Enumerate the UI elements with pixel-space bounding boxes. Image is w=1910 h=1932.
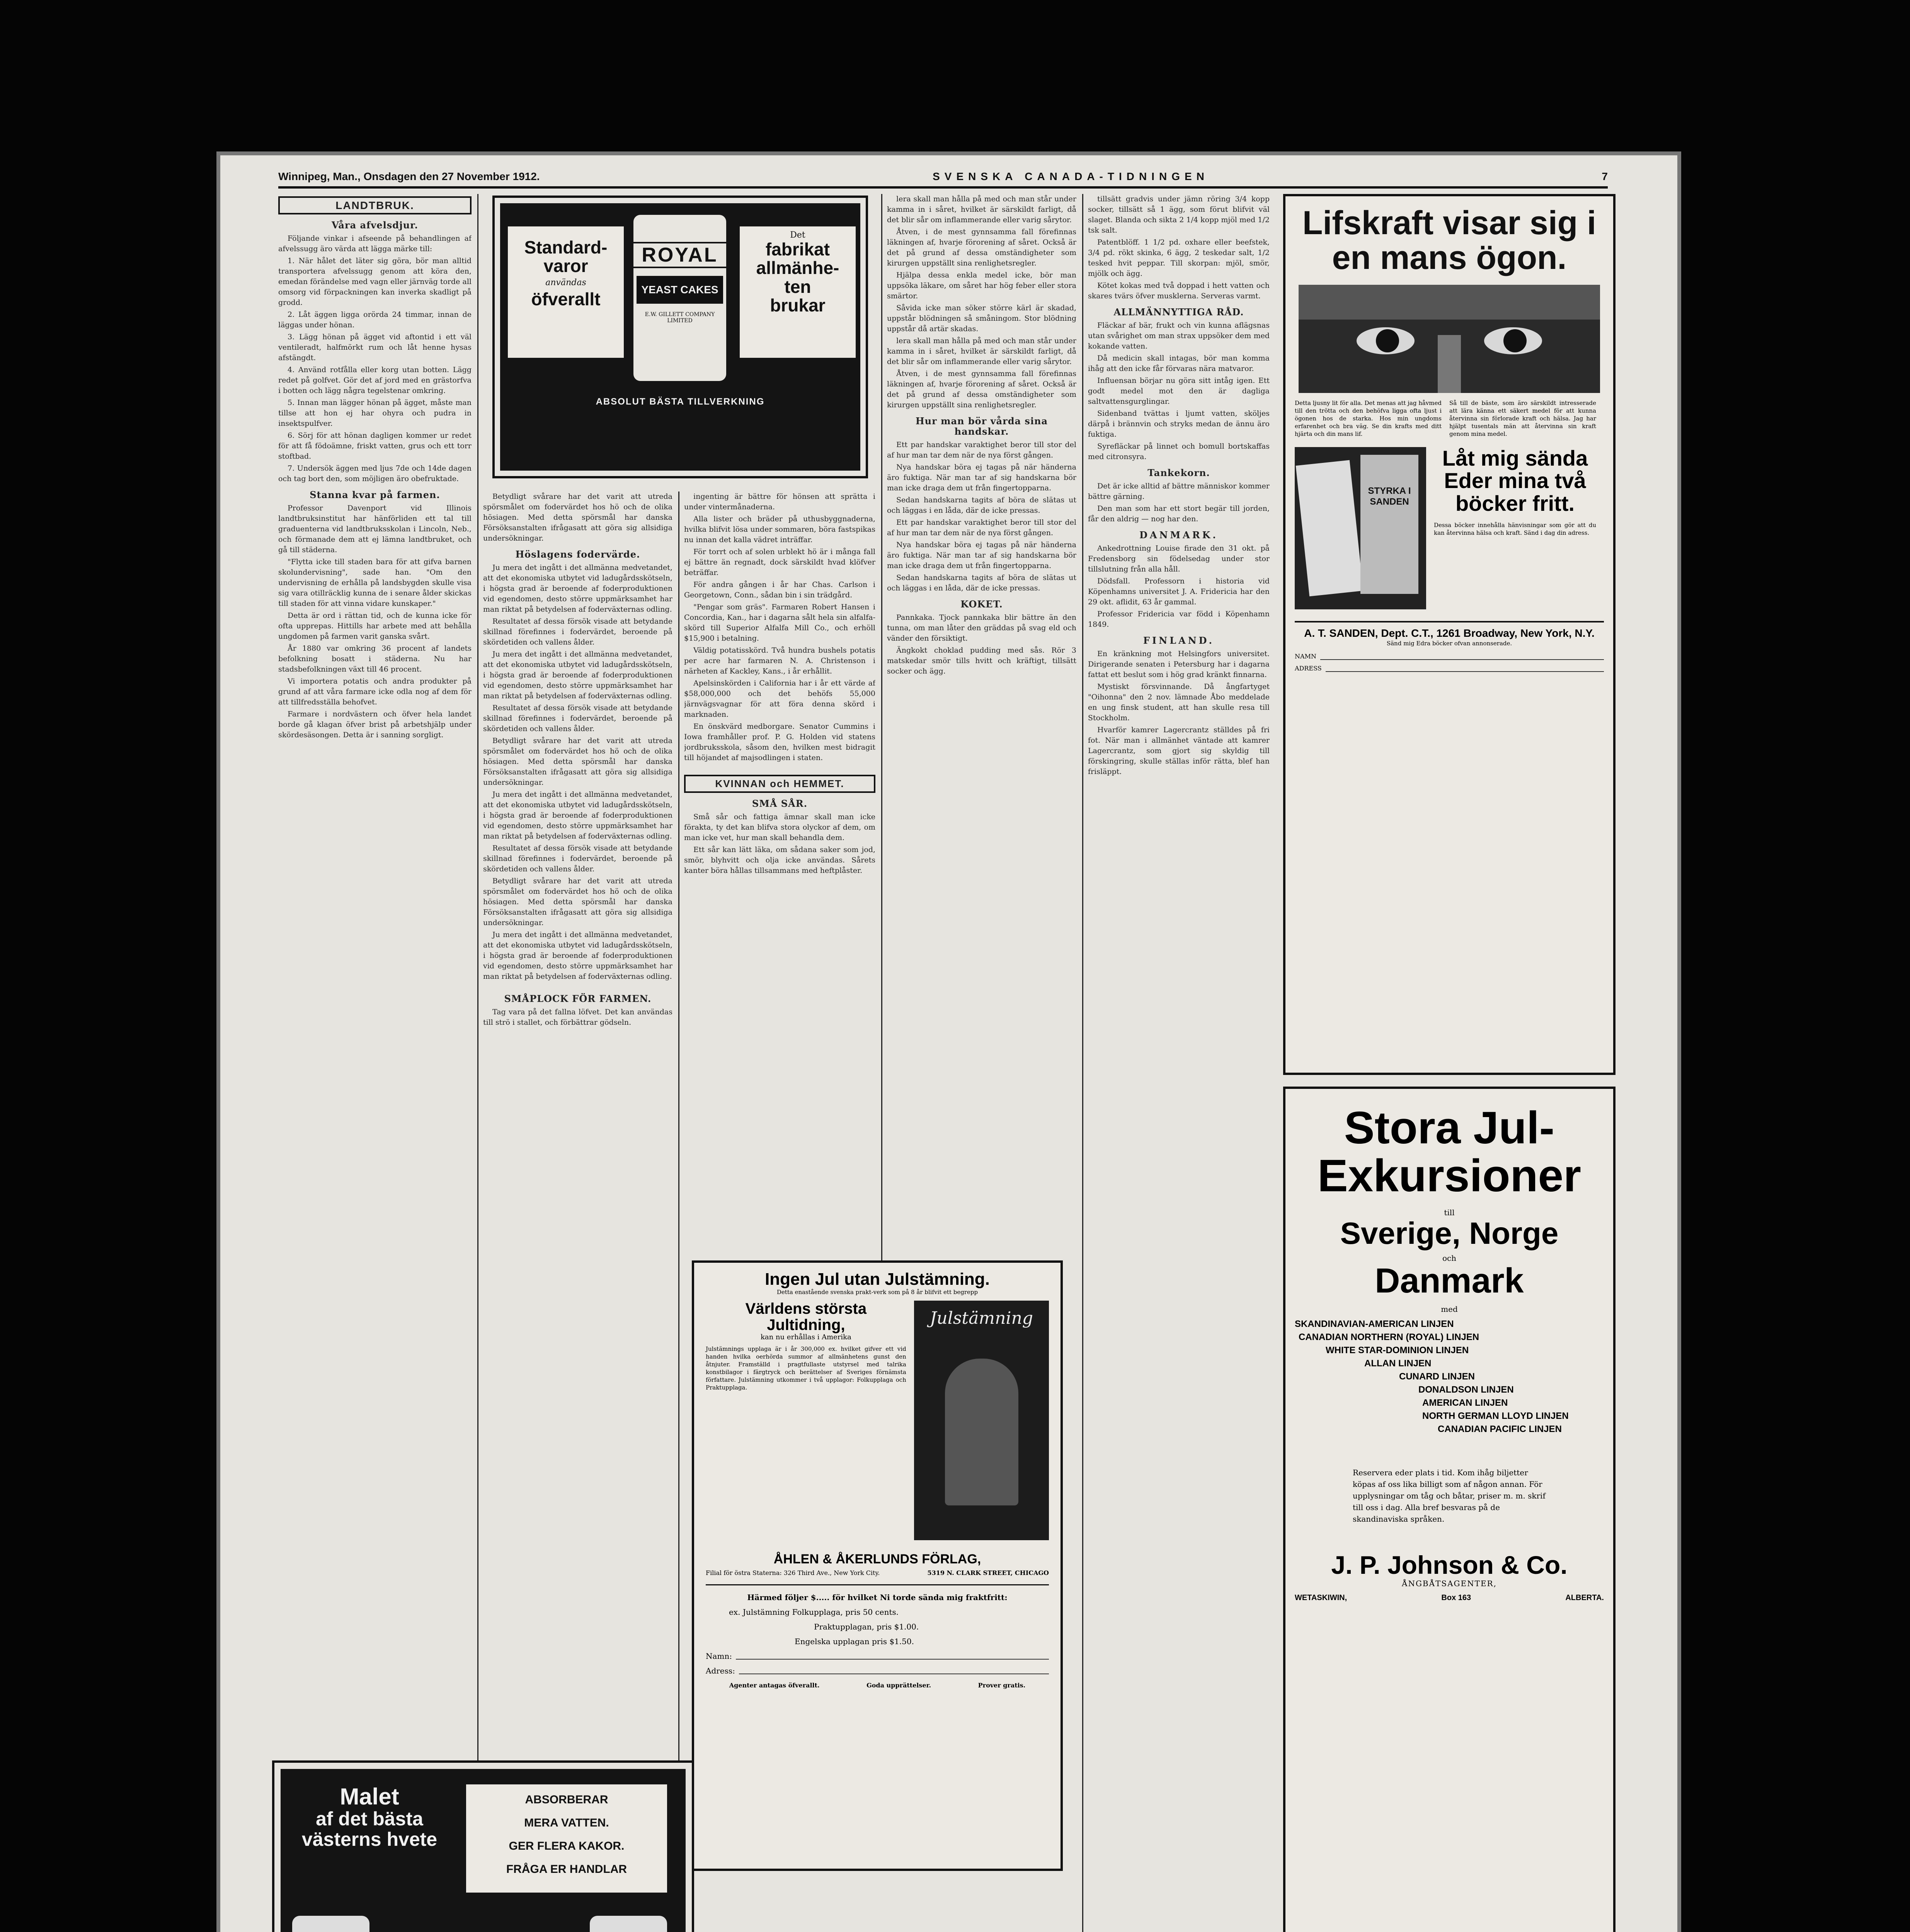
order-name-field[interactable] (736, 1649, 1049, 1660)
ad-slogan: ABSOLUT BÄSTA TILLVERKNING (596, 396, 765, 407)
article-heading: SMÅ SÅR. (752, 798, 808, 809)
page-header (278, 167, 1608, 189)
article-column-3 (684, 492, 875, 1249)
offer-copy: Dessa böcker innehålla hänvisningar som gör att du kan återvinna hälsa och kraft. Sänd i dag din adress. (1434, 521, 1596, 536)
paragraph: Resultatet af dessa försök visade att betydande skillnad förefinnes i fodervärdet, beroende på skördetiden och vallens ålder. (483, 704, 672, 733)
shipping-line: ALLAN LINJEN (1364, 1358, 1432, 1369)
paragraph: 1. När hålet det läter sig göra, bör man alltid transportera afvelssugg genom att köra den, emedan förändelse med vagn eller järnväg torde all omsorg vid förpackningen kan inverka skadligt på grodd. (278, 257, 472, 307)
paragraph: Ett par handskar varaktighet beror till stor del af hur man tar dem när de nya först gången. (887, 440, 1076, 459)
paragraph: Patentblöff. 1 1/2 pd. oxhare eller beefstek, 3/4 pd. rökt skinka, 6 ägg, 2 teskedar salt, 1/2 tesked hvit peppar. Till skorpan: mjöl, smör, mjölk och ägg. (1088, 238, 1270, 278)
reservation-note: Reservera eder plats i tid. Kom ihåg biljetter köpas af oss lika billigt som af någon annan. För upplysningar om tåg och båtar, priser m. m. skrif till oss i dag. Alla bref besvaras på de skandinaviska språken. (1353, 1468, 1546, 1524)
ad-headline: Lifskraft visar sig i en mans ögon. (1302, 204, 1596, 277)
paragraph: tillsätt gradvis under jämn röring 3/4 kopp socker, tillsätt så 1 ägg, som förut blifvit väl slaget. Blanda och sikta 2 1/4 kopp mjöl med 1/2 tsk salt. (1088, 195, 1270, 235)
tin-maker: E.W. GILLETT COMPANY LIMITED (645, 311, 715, 324)
paragraph: Apelsinskörden i California har i år ett värde af $58,000,000 och det behöfs 55,000 järnvägsvagnar för att föra denna skörd i marknaden. (684, 679, 875, 719)
paragraph: Ängkokt choklad pudding med sås. Rör 3 matskedar smör tills hvitt och kräftigt, tillsätt socker och ägg. (887, 646, 1076, 675)
agent-company: J. P. Johnson & Co. (1331, 1551, 1568, 1580)
ad-text: Malet (340, 1784, 399, 1810)
flour-bag-left (292, 1916, 369, 1932)
paragraph: Hjälpa dessa enkla medel icke, bör man uppsöka läkare, om såret har hög feber eller stora smärtor. (887, 271, 1076, 300)
paragraph: Resultatet af dessa försök visade att betydande skillnad förefinnes i fodervärdet, beroende på skördetiden och vallens ålder. (483, 844, 672, 873)
paragraph: lera skall man hålla på med och man står under kamma in i såret, hvilket är särskildt farligt, då det blir sår om inflammerande eller varig sårytor. (887, 195, 1076, 224)
paragraph: Professor Fridericia var född i Köpenhamn 1849. (1088, 610, 1270, 629)
book-cover (1296, 460, 1364, 596)
ad-claims-box (466, 1784, 667, 1893)
article-heading: FINLAND. (1143, 635, 1214, 646)
iris-right (1503, 329, 1527, 352)
iris-left (1376, 329, 1399, 352)
nose-shade (1438, 335, 1461, 393)
ad-left-panel (508, 226, 624, 358)
ad-text: Det (790, 230, 805, 240)
paragraph: År 1880 var omkring 36 procent af landets befolkning bosatt i städerna. Nu har stadsbefolkningen växt till 46 procent. (278, 644, 472, 673)
paragraph: Hvarför kamrer Lagercrantz ställdes på fri fot. När man i allmänhet väntade att kamrer Lagercrantz, som gjort sig skyldig till förskingring, skulle ställas inför rätta, blef han frisläppt. (1088, 726, 1270, 776)
order-address-row (706, 1663, 1049, 1678)
destination: Sverige, Norge (1340, 1216, 1559, 1250)
coupon-address-field[interactable] (1326, 671, 1604, 672)
tin-label: YEAST CAKES (637, 276, 723, 304)
ad-title-sub: kan nu erhållas i Amerika (760, 1333, 851, 1342)
order-option[interactable]: Praktupplagan, pris $1.00. (814, 1622, 919, 1632)
paragraph: Såvida icke man söker större kärl är skadad, uppstår blödningen så småningom. Stor blödning uppstår då artär skadas. (887, 304, 1076, 333)
paragraph: 2. Låt äggen ligga orörda 24 timmar, innan de läggas under hönan. (278, 310, 472, 329)
advertiser-address: A. T. SANDEN, Dept. C.T., 1261 Broadway, New York, N.Y. (1304, 627, 1595, 639)
connector-word: och (1442, 1253, 1457, 1263)
agent-title: ÅNGBÅTSAGENTER, (1402, 1578, 1497, 1588)
ad-claim: FRÅGA ER HANDLAR (506, 1863, 627, 1876)
paragraph: ingenting är bättre för hönsen att sprätta i under vintermånaderna. (684, 492, 875, 511)
ad-text: västerns hvete (301, 1828, 437, 1850)
books-image (1295, 447, 1426, 609)
article-heading: Höslagens fodervärde. (515, 549, 640, 560)
article-heading: DANMARK. (1139, 529, 1218, 541)
paragraph: För torrt och af solen urblekt hö är i många fall ej bättre än regnadt, dock särskildt hvad klöfver beträffar. (684, 548, 875, 577)
flour-bag-right (590, 1916, 667, 1932)
shipping-line: CANADIAN PACIFIC LINJEN (1438, 1424, 1562, 1435)
connector-word: till (1444, 1208, 1455, 1217)
paragraph: Mystiskt försvinnande. Då ångfartyget "Oihonna" den 2 nov. lämnade Åbo meddelade en ung finsk student, att han skulle resa till Stockholm. (1088, 682, 1270, 722)
agent-province: ALBERTA. (1565, 1593, 1604, 1602)
ad-text: öfverallt (531, 289, 601, 309)
agent-address (1295, 1594, 1604, 1602)
paragraph: 5. Innan man lägger hönan på ägget, måste man tillse att hon ej har ohyra och pudra in insektspulfver. (278, 398, 472, 428)
ad-headline: Exkursioner (1317, 1150, 1581, 1201)
paragraph: 7. Undersök äggen med ljus 7de och 14de dagen och tag bort den, som möjligen äro obefruktade. (278, 464, 472, 483)
cover-figure (945, 1359, 1018, 1505)
paragraph: Fläckar af bär, frukt och vin kunna aflägsnas utan svårighet om man strax uppsöker dem med kokande vatten. (1088, 321, 1270, 350)
publisher-branch: Filial för östra Staterna: 326 Third Ave., New York City. (706, 1569, 880, 1577)
paragraph: Sedan handskarna tagits af böra de slätas ut och läggas i en låda, där de icke pressas. (887, 573, 1076, 592)
magazine-title: Julstämning (929, 1308, 1033, 1328)
article-heading: Stanna kvar på farmen. (310, 489, 440, 500)
order-option[interactable]: Engelska upplagan pris $1.50. (795, 1637, 914, 1646)
landtbruk-column (278, 194, 472, 1883)
paragraph: Betydligt svårare har det varit att utreda spörsmålet om fodervärdet hos hö och de olika hösiagen. Med detta spörsmål har danska Försöksanstalten ifrågasatt att göra sig allsidiga undersökningar. (483, 492, 672, 543)
coupon-address-row (1295, 665, 1604, 672)
ad-copy: Julstämnings upplaga är i år 300,000 ex. hvilket gifver ett vid handen hvilka oerhörda summor af allmänhetens gunst den åtnjuter. Framställd i pragtfullaste utstyrsel med talrika konstbilagor i färgtryck och berättelser af Sveriges förnämsta författare. Julstämning utkommer i två upplagor: Folkupplaga och Praktupplaga. (706, 1345, 906, 1391)
ad-text: varor (543, 256, 588, 276)
order-name-label: Namn: (706, 1651, 732, 1661)
ad-text: allmänhe- (756, 258, 839, 278)
paragraph: Syrefläckar på linnet och bomull bortskaffas med citronsyra. (1088, 442, 1270, 461)
paragraph: Resultatet af dessa försök visade att betydande skillnad förefinnes i fodervärdet, beroende på skördetiden och vallens ålder. (483, 617, 672, 646)
footer-note: Prover gratis. (978, 1682, 1026, 1689)
shipping-line: NORTH GERMAN LLOYD LINJEN (1422, 1411, 1569, 1422)
paragraph: Ju mera det ingått i det allmänna medvetandet, att det ekonomiska utbytet vid ladugårdsskötseln, i högsta grad är beroende af foderproduktionen vid egendomen, desto större uppmärksamhet har man riktat på betydelsen af foderväxternas odling. (483, 563, 672, 614)
ad-headline: Ingen Jul utan Julstämning. (765, 1270, 990, 1289)
eyes-image (1299, 285, 1600, 393)
ad-copy: Så till de bäste, som äro särskildt intresserade att lära känna ett säkert medel för att kunna återvinna sin förlorade kraft och hälsa. Jag har hjälpt tusentals män att återvinna sin kraft genom mina medel. (1449, 399, 1596, 437)
header-page-number: 7 (1602, 170, 1608, 182)
ad-text: användas (545, 277, 586, 287)
coupon-name-field[interactable] (1320, 659, 1604, 660)
paragraph: Alla lister och bräder på uthusbyggnaderna, hvilka blifvit lösa under sommaren, böra fastspikas nu innan det kalla vädret inträffar. (684, 515, 875, 544)
paragraph: 6. Sörj för att hönan dagligen kommer ur redet för att få födoämne, friskt vatten, grus och ett torr stoftbad. (278, 431, 472, 461)
royal-yeast-ad (495, 198, 866, 476)
paragraph: Tag vara på det fallna löfvet. Det kan användas till strö i stallet, och förbättrar gödseln. (483, 1008, 672, 1027)
newspaper-page (216, 151, 1681, 1932)
paragraph: 3. Lägg hönan på ägget vid aftontid i ett väl ventileradt, halfmörkt rum och låt henne hysas afstängdt. (278, 333, 472, 362)
column-rule (678, 492, 679, 1844)
ad-copy: Detta ljusny lit för alla. Det menas att jag håvmed till den trötta och den behöfva ligga ofta ljust i ögonen hos de starka. Hos min ungdoms erfarenhet och bra väg. Se din krafts med ditt hjärta och din mans lif. (1295, 399, 1442, 437)
paragraph: Kötet kokas med två doppad i hett vatten och skares tvärs öfver musklerna. Serveras varmt. (1088, 281, 1270, 300)
coupon-instruction: Sänd mig Edra böcker ofvan annonserade. (1386, 639, 1512, 647)
magazine-cover-image (914, 1301, 1049, 1540)
stora-jul-exkursioner-ad (1283, 1087, 1615, 1932)
paragraph: Små sår och fattiga ämnar skall man icke förakta, ty det kan blifva stora olyckor af dem, om man icke vet, hur man skall behandla dem. (684, 813, 875, 842)
paragraph: Ett sår kan lätt läka, om sådana saker som jod, smör, blyhvitt och olja icke användas. Sårets kanter böra hållas tillsammans med heftplåster. (684, 845, 875, 875)
publisher: ÅHLEN & ÅKERLUNDS FÖRLAG, (773, 1552, 981, 1567)
footer-note: Agenter antagas öfverallt. (729, 1682, 820, 1689)
paragraph: Väldig potatisskörd. Två hundra bushels potatis per acre har farmaren N. A. Christenson i närheten af Kackley, Kans., i år erhållit. (684, 646, 875, 675)
ad-text: brukar (770, 295, 826, 315)
tin-brand: ROYAL (633, 242, 726, 268)
order-form (706, 1584, 1049, 1693)
footer-note: Goda upprättelser. (866, 1682, 931, 1689)
brow-shade (1299, 285, 1600, 320)
paragraph: 4. Använd rotfålla eller korg utan botten. Lägg redet på golfvet. Gör det af jord med en grästorfva i botten och lägg några tegelstenar omkring. (278, 366, 472, 395)
agent-box: Box 163 (1441, 1593, 1471, 1602)
paragraph: Betydligt svårare har det varit att utreda spörsmålet om fodervärdet hos hö och de olika hösiagen. Med detta spörsmål har danska Försöksanstalten ifrågasatt att göra sig allsidiga undersökningar. (483, 877, 672, 927)
shipping-line: DONALDSON LINJEN (1418, 1384, 1514, 1395)
paragraph: Dödsfall. Professorn i historia vid Köpenhamns universitet J. A. Fridericia har den 29 okt. aflidit, 63 år gammal. (1088, 577, 1270, 606)
column-rule (477, 194, 478, 1879)
section-title: LANDTBRUK. (278, 196, 472, 214)
purity-flour-ad (274, 1763, 692, 1932)
offer-headline: Låt mig sända Eder mina två böcker fritt. (1442, 446, 1588, 516)
paragraph: Det är icke alltid af bättre människor kommer bättre gärning. (1088, 482, 1270, 501)
shipping-line: AMERICAN LINJEN (1422, 1398, 1508, 1408)
paragraph: Åtven, i de mest gynnsamma fall förefinnas läkningen af, hvarje förorening af såret. Också är det på grund af dessa omständigheter som kirurgen uppställt sina renlighetsregler. (887, 228, 1076, 267)
article-column-5 (1088, 194, 1270, 1932)
ad-text: ten (784, 276, 811, 297)
agent-city: WETASKIWIN, (1295, 1593, 1347, 1602)
paragraph: Betydligt svårare har det varit att utreda spörsmålet om fodervärdet hos hö och de olika hösiagen. Med detta spörsmål har danska Försöksanstalten ifrågasatt att göra sig allsidiga undersökningar. (483, 736, 672, 787)
order-address-label: Adress: (706, 1666, 735, 1676)
paragraph: Pannkaka. Tjock pannkaka blir bättre än den tunna, om man låter den gräddas på svag eld och vänder den försiktigt. (887, 613, 1076, 643)
section-title: KVINNAN och HEMMET. (684, 775, 875, 793)
order-footer (706, 1678, 1049, 1693)
order-address-field[interactable] (739, 1663, 1049, 1674)
book-title: STYRKA I SANDEN (1360, 455, 1418, 594)
connector-word: med (1441, 1304, 1458, 1314)
paragraph: Farmare i nordvästern och öfver hela landet borde gå klagan öfver brist på arbetshjälp under skördesäsongen. Detta är i sanning sorgligt. (278, 710, 472, 739)
paragraph: lera skall man hålla på med och man står under kamma in i såret, hvilket är särskildt farligt, då det blir sår om inflammerande eller varig sårytor. (887, 337, 1076, 366)
coupon-name-row (1295, 653, 1604, 660)
order-option[interactable]: ex. Julstämning Folkupplaga, pris 50 cents. (729, 1607, 899, 1617)
order-instruction: Härmed följer $..... för hvilket Ni torde sända mig fraktfritt: (747, 1593, 1008, 1602)
destination: Danmark (1375, 1261, 1524, 1300)
article-heading: ALLMÄNNYTTIGA RÅD. (1113, 306, 1244, 318)
paragraph: "Pengar som gräs". Farmaren Robert Hansen i Concordia, Kan., har i dagarna sålt hela sin alfalfa-skörd till Superior Alfalfa Mill Co., och erhöll $15,900 i betalning. (684, 603, 875, 643)
ad-text: Standard- (524, 237, 608, 257)
paragraph: Följande vinkar i afseende på behandlingen af afvelssugg äro värda att lägga märke till: (278, 234, 472, 253)
paragraph: För andra gången i år har Chas. Carlson i Georgetown, Conn., sådan bin i sin trädgård. (684, 580, 875, 599)
ad-text: af det bästa (316, 1808, 423, 1830)
shipping-line: CANADIAN NORTHERN (ROYAL) LINJEN (1299, 1332, 1479, 1343)
yeast-tin-image (633, 215, 726, 381)
publisher-address: 5319 N. CLARK STREET, CHICAGO (927, 1569, 1049, 1577)
paragraph: Detta är ord i rättan tid, och de kunna icke för ofta upprepas. Hittills har arbete med att behålla ungdomen på farmen varit ganska svårt. (278, 611, 472, 641)
order-name-row (706, 1649, 1049, 1663)
ad-subline: Detta enastående svenska prakt-verk som på 8 år blifvit ett begrepp (776, 1289, 978, 1296)
paragraph: Ju mera det ingått i det allmänna medvetandet, att det ekonomiska utbytet vid ladugårdsskötseln, i högsta grad är beroende af foderproduktionen vid egendomen, desto större uppmärksamhet har man riktat på betydelsen af foderväxternas odling. (483, 790, 672, 840)
article-heading: KOKET. (960, 599, 1003, 610)
ad-claim: GER FLERA KAKOR. (509, 1840, 625, 1852)
section-subtitle: Våra afvelsdjur. (332, 219, 418, 231)
paragraph: Nya handskar böra ej tagas på när händerna äro fuktiga. När man tar af sig handskarna bör man icke draga dem ut från fingertopparna. (887, 541, 1076, 570)
coupon-name-label: NAMN (1295, 652, 1316, 660)
paragraph: Nya handskar böra ej tagas på när händerna äro fuktiga. När man tar af sig handskarna bör man icke draga dem ut från fingertopparna. (887, 463, 1076, 492)
paragraph: Sedan handskarna tagits af böra de slätas ut och läggas i en låda, där de icke pressas. (887, 496, 1076, 515)
article-heading: Hur man bör vårda sina handskar. (915, 415, 1048, 437)
article-column-2 (483, 492, 672, 1844)
paragraph: Sidenband tvättas i ljumt vatten, sköljes därpå i brännvin och stryks medan de ännu äro fuktiga. (1088, 409, 1270, 439)
article-heading: SMÅPLOCK FÖR FARMEN. (504, 993, 652, 1004)
paragraph: Professor Davenport vid Illinois landtbruksinstitut har hänförliden ett tal till graduenterna vid landtbruksskolan i Lincoln, Neb., och förmanade dem att ej lämna landtbruket, och gå till städerna. (278, 504, 472, 554)
shipping-line: SKANDINAVIAN-AMERICAN LINJEN (1295, 1319, 1454, 1330)
shipping-line: CUNARD LINJEN (1399, 1371, 1475, 1382)
header-title: SVENSKA CANADA-TIDNINGEN (933, 170, 1209, 182)
paragraph: Åtven, i de mest gynnsamma fall förefinnas läkningen af, hvarje förorening af såret. Också är det på grund af dessa omständigheter som kirurgen uppställt sina renlighetsregler. (887, 369, 1076, 409)
paragraph: Den man som har ett stort begär till jorden, får den aldrig — nog har den. (1088, 504, 1270, 523)
ad-headline: Stora Jul- (1344, 1102, 1555, 1153)
lifskraft-ad (1283, 194, 1615, 1075)
paragraph: Ankedrottning Louise firade den 31 okt. på Fredensborg sin födelsedag under stor tillslutning från alla håll. (1088, 544, 1270, 573)
shipping-lines (1295, 1318, 1604, 1436)
ad-text: fabrikat (765, 239, 830, 259)
paragraph: En kränkning mot Helsingfors universitet. Dirigerande senaten i Petersburg har i dagarna fattat ett beslut som i hög grad kränkt finnarna. (1088, 650, 1270, 679)
coupon-address-label: ADRESS (1295, 664, 1322, 672)
ad-claim: ABSORBERAR (525, 1793, 608, 1806)
julstamning-ad (692, 1260, 1063, 1871)
shipping-line: WHITE STAR-DOMINION LINJEN (1326, 1345, 1469, 1356)
article-heading: Tankekorn. (1147, 467, 1210, 478)
ad-title: Världens största Jultidning, (745, 1300, 867, 1334)
paragraph: Vi importera potatis och andra produkter på grund af att våra farmare icke odla nog af dem för att tillfredsställa behofvet. (278, 677, 472, 706)
paragraph: Ett par handskar varaktighet beror till stor del af hur man tar dem när de nya först gången. (887, 518, 1076, 537)
article-column-4 (887, 194, 1076, 1260)
ad-claim: MERA VATTEN. (524, 1816, 609, 1829)
header-date: Winnipeg, Man., Onsdagen den 27 November 1912. (278, 170, 540, 182)
paragraph: Då medicin skall intagas, bör man komma ihåg att den icke får förvaras nära matvaror. (1088, 354, 1270, 373)
paragraph: Ju mera det ingått i det allmänna medvetandet, att det ekonomiska utbytet vid ladugårdsskötseln, i högsta grad är beroende af foderproduktionen vid egendomen, desto större uppmärksamhet har man riktat på betydelsen af foderväxternas odling. (483, 930, 672, 981)
paragraph: Influensan börjar nu göra sitt intåg igen. Ett godt medel mot den är dagliga saltvattensgurglingar. (1088, 376, 1270, 406)
paragraph: "Flytta icke till staden bara för att gifva barnen skolundervisning", sade han. "Om den undervisning de erhålla på landsbygden skulle visa sig vara otillräcklig kunna de i senare ålder skickas till staden för att vinna vidare kunskaper." (278, 558, 472, 608)
column-rule (1082, 194, 1083, 1932)
paragraph: Ju mera det ingått i det allmänna medvetandet, att det ekonomiska utbytet vid ladugårdsskötseln, i högsta grad är beroende af foderproduktionen vid egendomen, desto större uppmärksamhet har man riktat på betydelsen af foderväxternas odling. (483, 650, 672, 700)
ad-right-panel (740, 226, 856, 358)
paragraph: En önskvärd medborgare. Senator Cummins i Iowa framhåller prof. P. G. Holden vid statens jordbruksskola, såsom den, hvilken mest bidragit till höjandet af majsodlingen i staten. (684, 722, 875, 762)
